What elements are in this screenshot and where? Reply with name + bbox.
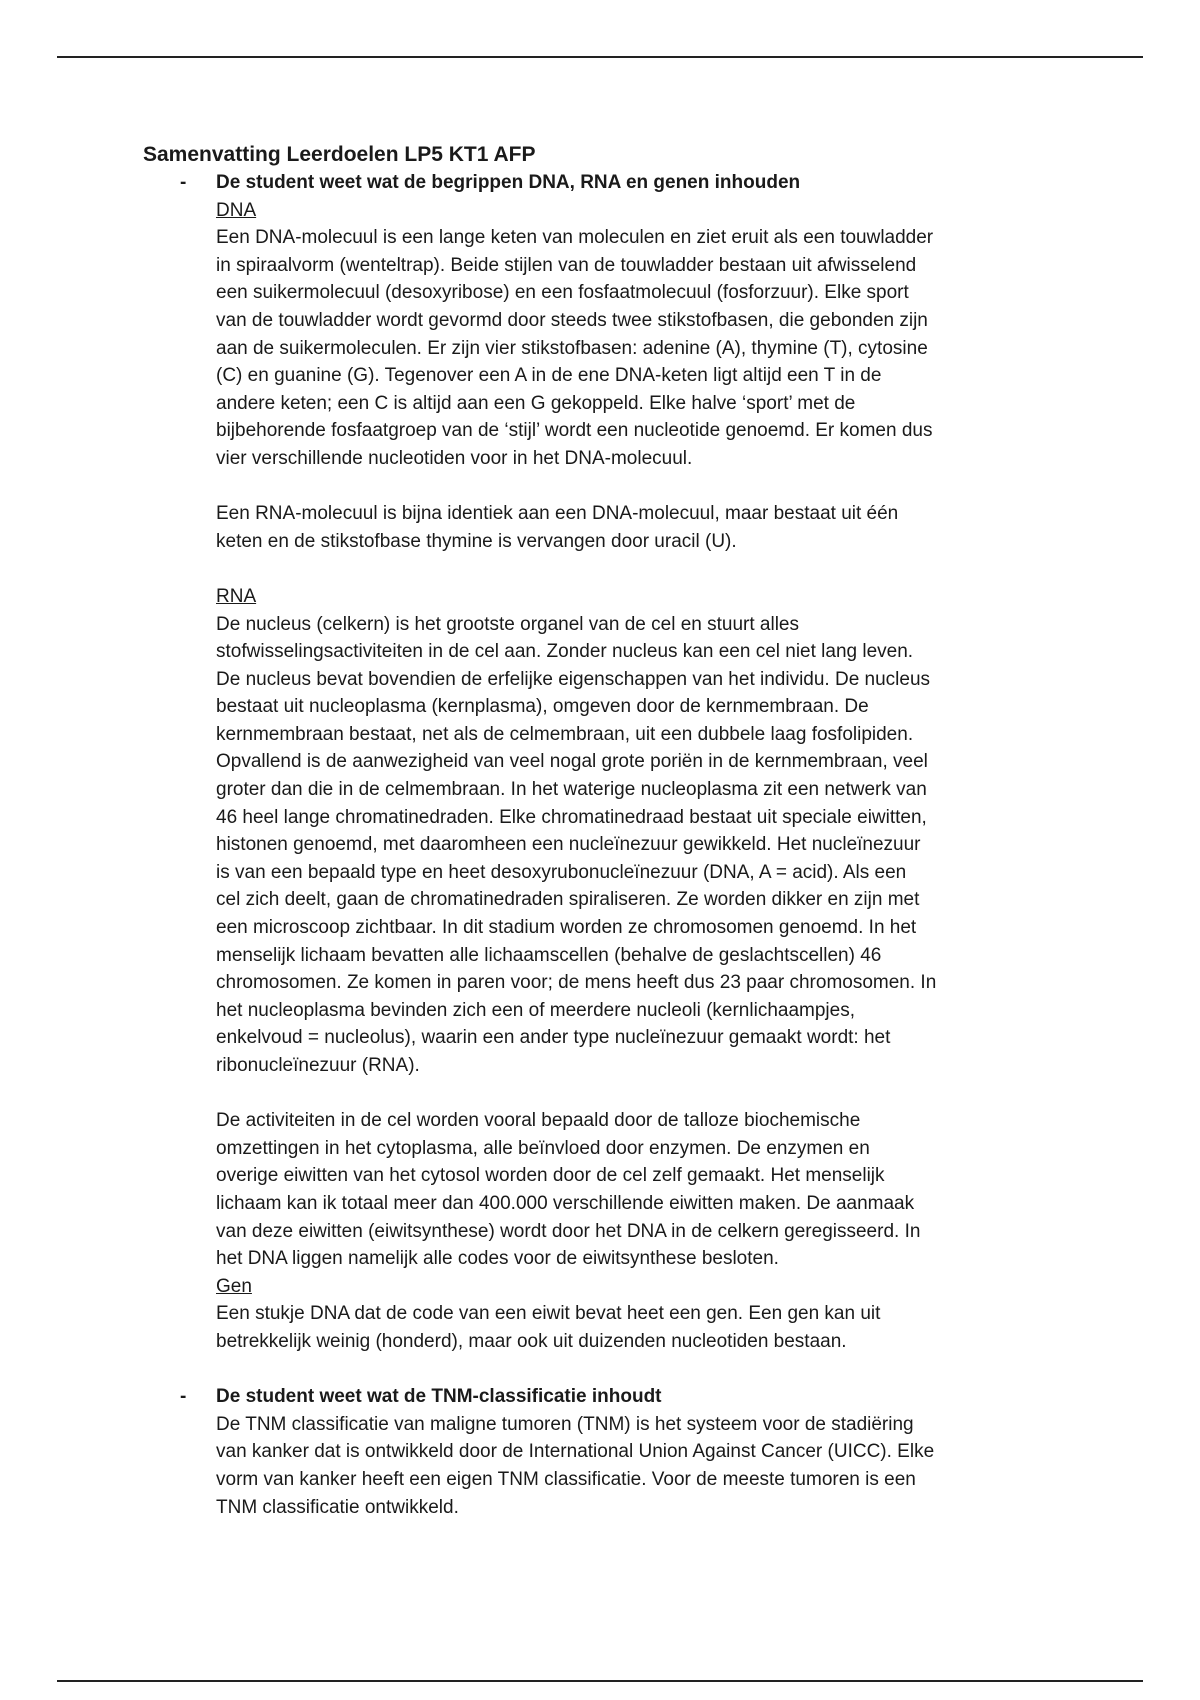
header-rule xyxy=(57,56,1143,58)
document-body xyxy=(143,141,1063,1521)
document-title: Samenvatting Leerdoelen LP5 KT1 AFP xyxy=(143,143,536,166)
text-line: Een DNA-molecuul is een lange keten van moleculen en ziet eruit als een touwladder xyxy=(216,227,934,249)
text-line: overige eiwitten van het cytosol worden door de cel zelf gemaakt. Het menselijk xyxy=(216,1165,885,1187)
text-line: het DNA liggen namelijk alle codes voor de eiwitsynthese besloten. xyxy=(216,1248,779,1270)
paragraph-dna-1 xyxy=(216,224,1063,472)
text-line: De nucleus (celkern) is het grootste organel van de cel en stuurt alles xyxy=(216,613,799,635)
subheading-rna: RNA xyxy=(216,585,257,607)
learning-goal-heading: De student weet wat de begrippen DNA, RNA en genen inhouden xyxy=(216,172,801,193)
text-line: chromosomen. Ze komen in paren voor; de mens heeft dus 23 paar chromosomen. In xyxy=(216,972,937,994)
text-line: aan de suikermoleculen. Er zijn vier stikstofbasen: adenine (A), thymine (T), cytosine xyxy=(216,337,928,359)
text-line: enkelvoud = nucleolus), waarin een ander type nucleïnezuur gemaakt wordt: het xyxy=(216,1027,891,1049)
text-line: het nucleoplasma bevinden zich een of meerdere nucleoli (kernlichaampjes, xyxy=(216,999,855,1021)
text-line: betrekkelijk weinig (honderd), maar ook uit duizenden nucleotiden bestaan. xyxy=(216,1330,847,1352)
text-line: De nucleus bevat bovendien de erfelijke eigenschappen van het individu. De nucleus xyxy=(216,668,931,690)
footer-rule xyxy=(57,1680,1143,1682)
text-line: is van een bepaald type en heet desoxyrubonucleïnezuur (DNA, A = acid). Als een xyxy=(216,861,907,883)
text-line: vorm van kanker heeft een eigen TNM classificatie. Voor de meeste tumoren is een xyxy=(216,1468,916,1490)
text-line: De TNM classificatie van maligne tumoren (TNM) is het systeem voor de stadiëring xyxy=(216,1413,914,1435)
learning-goal-tnm xyxy=(180,1383,1063,1521)
text-line: vier verschillende nucleotiden voor in het DNA-molecuul. xyxy=(216,447,693,469)
text-line: van kanker dat is ontwikkeld door de International Union Against Cancer (UICC). Elke xyxy=(216,1441,935,1463)
text-line: histonen genoemd, met daaromheen een nucleïnezuur gewikkeld. Het nucleïnezuur xyxy=(216,834,921,856)
paragraph-rna-1 xyxy=(216,611,1063,1080)
subheading-dna: DNA xyxy=(216,199,257,221)
text-line: keten en de stikstofbase thymine is vervangen door uracil (U). xyxy=(216,530,737,552)
text-line: groter dan die in de celmembraan. In het waterige nucleoplasma zit een netwerk van xyxy=(216,779,927,801)
text-line: Een stukje DNA dat de code van een eiwit bevat heet een gen. Een gen kan uit xyxy=(216,1303,881,1325)
text-line: cel zich deelt, gaan de chromatinedraden spiraliseren. Ze worden dikker en zijn met xyxy=(216,889,920,911)
text-line: bestaat uit nucleoplasma (kernplasma), omgeven door de kernmembraan. De xyxy=(216,696,869,718)
text-line: omzettingen in het cytoplasma, alle beïnvloed door enzymen. De enzymen en xyxy=(216,1137,870,1159)
text-line: TNM classificatie ontwikkeld. xyxy=(216,1496,459,1518)
text-line: lichaam kan ik totaal meer dan 400.000 verschillende eiwitten maken. De aanmaak xyxy=(216,1192,915,1214)
text-line: De activiteiten in de cel worden vooral bepaald door de talloze biochemische xyxy=(216,1110,861,1132)
text-line: 46 heel lange chromatinedraden. Elke chromatinedraad bestaat uit speciale eiwitten, xyxy=(216,806,927,828)
text-line: van de touwladder wordt gevormd door steeds twee stikstofbasen, die gebonden zijn xyxy=(216,309,928,331)
text-line: kernmembraan bestaat, net als de celmembraan, uit een dubbele laag fosfolipiden. xyxy=(216,723,914,745)
bullet-marker: - xyxy=(180,1386,187,1408)
learning-goal-dna-rna-genes xyxy=(180,169,1063,1383)
bullet-marker: - xyxy=(180,172,187,193)
text-line: bijbehorende fosfaatgroep van de ‘stijl’ wordt een nucleotide genoemd. Er komen dus xyxy=(216,420,933,442)
text-line: in spiraalvorm (wenteltrap). Beide stijlen van de touwladder bestaan uit afwisselend xyxy=(216,254,917,276)
learning-goal-heading: De student weet wat de TNM-classificatie inhoudt xyxy=(216,1386,662,1408)
paragraph-tnm-1 xyxy=(216,1411,1063,1521)
text-line: een suikermolecuul (desoxyribose) en een fosfaatmolecuul (fosforzuur). Elke sport xyxy=(216,282,909,304)
text-line: van deze eiwitten (eiwitsynthese) wordt door het DNA in de celkern geregisseerd. In xyxy=(216,1220,921,1242)
text-line: ribonucleïnezuur (RNA). xyxy=(216,1055,420,1076)
text-line: andere keten; een C is altijd aan een G gekoppeld. Elke halve ‘sport’ met de xyxy=(216,392,856,414)
subheading-gen: Gen xyxy=(216,1275,252,1297)
paragraph-rna-2 xyxy=(216,1107,1063,1273)
paragraph-gen-1 xyxy=(216,1300,1063,1355)
paragraph-dna-2 xyxy=(216,500,1063,555)
text-line: Een RNA-molecuul is bijna identiek aan een DNA-molecuul, maar bestaat uit één xyxy=(216,503,899,525)
text-line: menselijk lichaam bevatten alle lichaamscellen (behalve de geslachtscellen) 46 xyxy=(216,944,882,966)
text-line: Opvallend is de aanwezigheid van veel nogal grote poriën in de kernmembraan, veel xyxy=(216,751,928,773)
text-line: een microscoop zichtbaar. In dit stadium worden ze chromosomen genoemd. In het xyxy=(216,917,917,939)
text-line: (C) en guanine (G). Tegenover een A in de ene DNA-keten ligt altijd een T in de xyxy=(216,365,882,387)
text-line: stofwisselingsactiviteiten in de cel aan. Zonder nucleus kan een cel niet lang leven. xyxy=(216,641,914,663)
